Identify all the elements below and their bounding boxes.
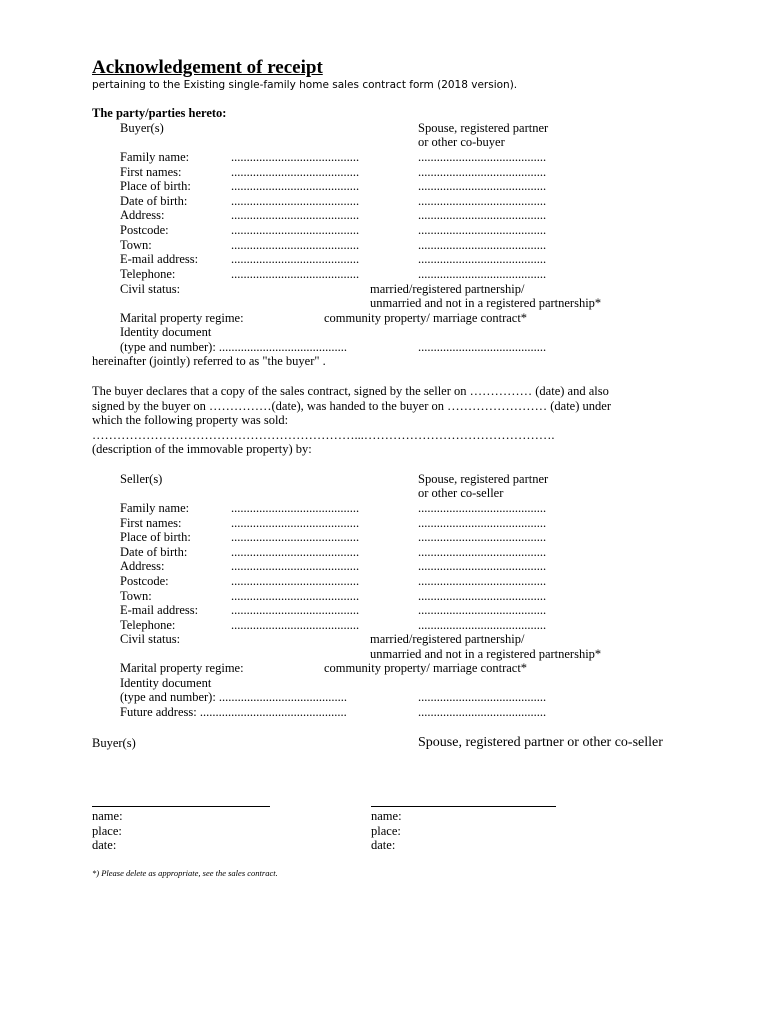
signature-left-heading: Buyer(s)	[92, 736, 136, 750]
sig-right-place: place:	[371, 824, 401, 838]
buyer-field-label: Family name:	[120, 150, 190, 164]
buyer-col1-heading: Buyer(s)	[120, 121, 164, 135]
seller-field-label: Address:	[120, 559, 165, 573]
seller-field-dots-col1: .........................................	[231, 516, 360, 530]
buyer-field-dots-col1: .........................................	[231, 208, 360, 222]
party-heading: The party/parties hereto:	[92, 106, 227, 120]
seller-field-label: Date of birth:	[120, 545, 188, 559]
buyer-field-dots-col1: .........................................	[231, 252, 360, 266]
buyer-marital-value: community property/ marriage contract*	[324, 311, 528, 325]
buyer-field-dots-col2: .........................................	[418, 223, 547, 237]
buyer-field-dots-col1: .........................................	[231, 223, 360, 237]
buyer-field-dots-col2: .........................................	[418, 267, 547, 281]
seller-identity-type: (type and number): .........................................	[120, 690, 348, 704]
buyer-identity-label: Identity document	[120, 325, 212, 339]
buyer-field-dots-col1: .........................................	[231, 267, 360, 281]
declaration-line-1: The buyer declares that a copy of the sales contract, signed by the seller on …………… (date) and also	[92, 384, 609, 398]
seller-field-dots-col1: .........................................	[231, 530, 360, 544]
seller-marital-value: community property/ marriage contract*	[324, 661, 528, 675]
seller-civil-status-opt2: unmarried and not in a registered partnership*	[370, 647, 602, 661]
seller-future-address: Future address: ...............................................	[120, 705, 347, 719]
buyer-field-dots-col1: .........................................	[231, 165, 360, 179]
seller-identity-label: Identity document	[120, 676, 212, 690]
seller-field-dots-col2: .........................................	[418, 618, 547, 632]
buyer-field-dots-col2: .........................................	[418, 150, 547, 164]
signature-right-heading: Spouse, registered partner or other co-seller	[418, 735, 663, 750]
buyer-field-label: E-mail address:	[120, 252, 199, 266]
page-title: Acknowledgement of receipt	[92, 57, 323, 78]
seller-field-dots-col1: .........................................	[231, 559, 360, 573]
seller-field-dots-col2: .........................................	[418, 589, 547, 603]
seller-field-dots-col2: .........................................	[418, 603, 547, 617]
buyer-identity-type: (type and number): .........................................	[120, 340, 348, 354]
sig-left-date: date:	[92, 838, 117, 852]
buyer-field-dots-col2: .........................................	[418, 165, 547, 179]
seller-identity-col2-dots: .........................................	[418, 690, 547, 704]
buyer-field-label: Place of birth:	[120, 179, 191, 193]
seller-marital-label: Marital property regime:	[120, 661, 244, 675]
declaration-line-5: (description of the immovable property) by:	[92, 442, 312, 456]
buyer-field-dots-col1: .........................................	[231, 194, 360, 208]
sig-right-date: date:	[371, 838, 396, 852]
buyer-field-dots-col2: .........................................	[418, 194, 547, 208]
buyer-field-dots-col2: .........................................	[418, 238, 547, 252]
seller-field-dots-col1: .........................................	[231, 589, 360, 603]
buyer-col2-heading-1: Spouse, registered partner	[418, 121, 549, 135]
seller-field-label: Town:	[120, 589, 152, 603]
footnote: *) Please delete as appropriate, see the sales contract.	[92, 868, 278, 878]
seller-field-dots-col2: .........................................	[418, 530, 547, 544]
buyer-civil-status-label: Civil status:	[120, 282, 181, 296]
buyer-field-dots-col2: .........................................	[418, 179, 547, 193]
seller-field-label: E-mail address:	[120, 603, 199, 617]
sig-right-name: name:	[371, 809, 402, 823]
sig-left-place: place:	[92, 824, 122, 838]
buyer-field-dots-col1: .........................................	[231, 238, 360, 252]
declaration-line-2: signed by the buyer on ……………(date), was handed to the buyer on …………………… (date) under	[92, 399, 611, 413]
seller-field-dots-col1: .........................................	[231, 603, 360, 617]
seller-future-address-col2-dots: .........................................	[418, 705, 547, 719]
buyer-field-label: Date of birth:	[120, 194, 188, 208]
seller-field-label: Place of birth:	[120, 530, 191, 544]
declaration-line-4: ………………………………………………………...……………………………………….	[92, 428, 555, 442]
seller-col2-heading-1: Spouse, registered partner	[418, 472, 549, 486]
buyer-col2-heading-2: or other co-buyer	[418, 135, 505, 149]
buyer-civil-status-opt2: unmarried and not in a registered partnership*	[370, 296, 602, 310]
seller-field-dots-col2: .........................................	[418, 574, 547, 588]
buyer-field-dots-col2: .........................................	[418, 252, 547, 266]
seller-field-label: Postcode:	[120, 574, 169, 588]
seller-field-dots-col1: .........................................	[231, 501, 360, 515]
seller-field-label: Telephone:	[120, 618, 176, 632]
seller-field-label: Family name:	[120, 501, 190, 515]
buyer-field-label: Address:	[120, 208, 165, 222]
buyer-field-dots-col1: .........................................	[231, 179, 360, 193]
buyer-field-label: First names:	[120, 165, 182, 179]
seller-field-dots-col2: .........................................	[418, 501, 547, 515]
buyer-field-label: Town:	[120, 238, 152, 252]
seller-col1-heading: Seller(s)	[120, 472, 163, 486]
hereinafter-text: hereinafter (jointly) referred to as "the buyer" .	[92, 354, 326, 368]
buyer-field-dots-col2: .........................................	[418, 208, 547, 222]
seller-field-dots-col1: .........................................	[231, 618, 360, 632]
seller-field-label: First names:	[120, 516, 182, 530]
buyer-field-dots-col1: .........................................	[231, 150, 360, 164]
seller-field-dots-col2: .........................................	[418, 545, 547, 559]
seller-col2-heading-2: or other co-seller	[418, 486, 504, 500]
seller-civil-status-opt1: married/registered partnership/	[370, 632, 525, 646]
buyer-field-label: Telephone:	[120, 267, 176, 281]
declaration-line-3: which the following property was sold:	[92, 413, 289, 427]
seller-field-dots-col1: .........................................	[231, 545, 360, 559]
sig-left-name: name:	[92, 809, 123, 823]
seller-civil-status-label: Civil status:	[120, 632, 181, 646]
buyer-civil-status-opt1: married/registered partnership/	[370, 282, 525, 296]
buyer-marital-label: Marital property regime:	[120, 311, 244, 325]
buyer-identity-col2-dots: .........................................	[418, 340, 547, 354]
subtitle: pertaining to the Existing single-family home sales contract form (2018 version).	[92, 79, 518, 91]
seller-field-dots-col2: .........................................	[418, 559, 547, 573]
seller-field-dots-col2: .........................................	[418, 516, 547, 530]
signature-line-right	[371, 806, 556, 807]
signature-line-left	[92, 806, 270, 807]
buyer-field-label: Postcode:	[120, 223, 169, 237]
seller-field-dots-col1: .........................................	[231, 574, 360, 588]
